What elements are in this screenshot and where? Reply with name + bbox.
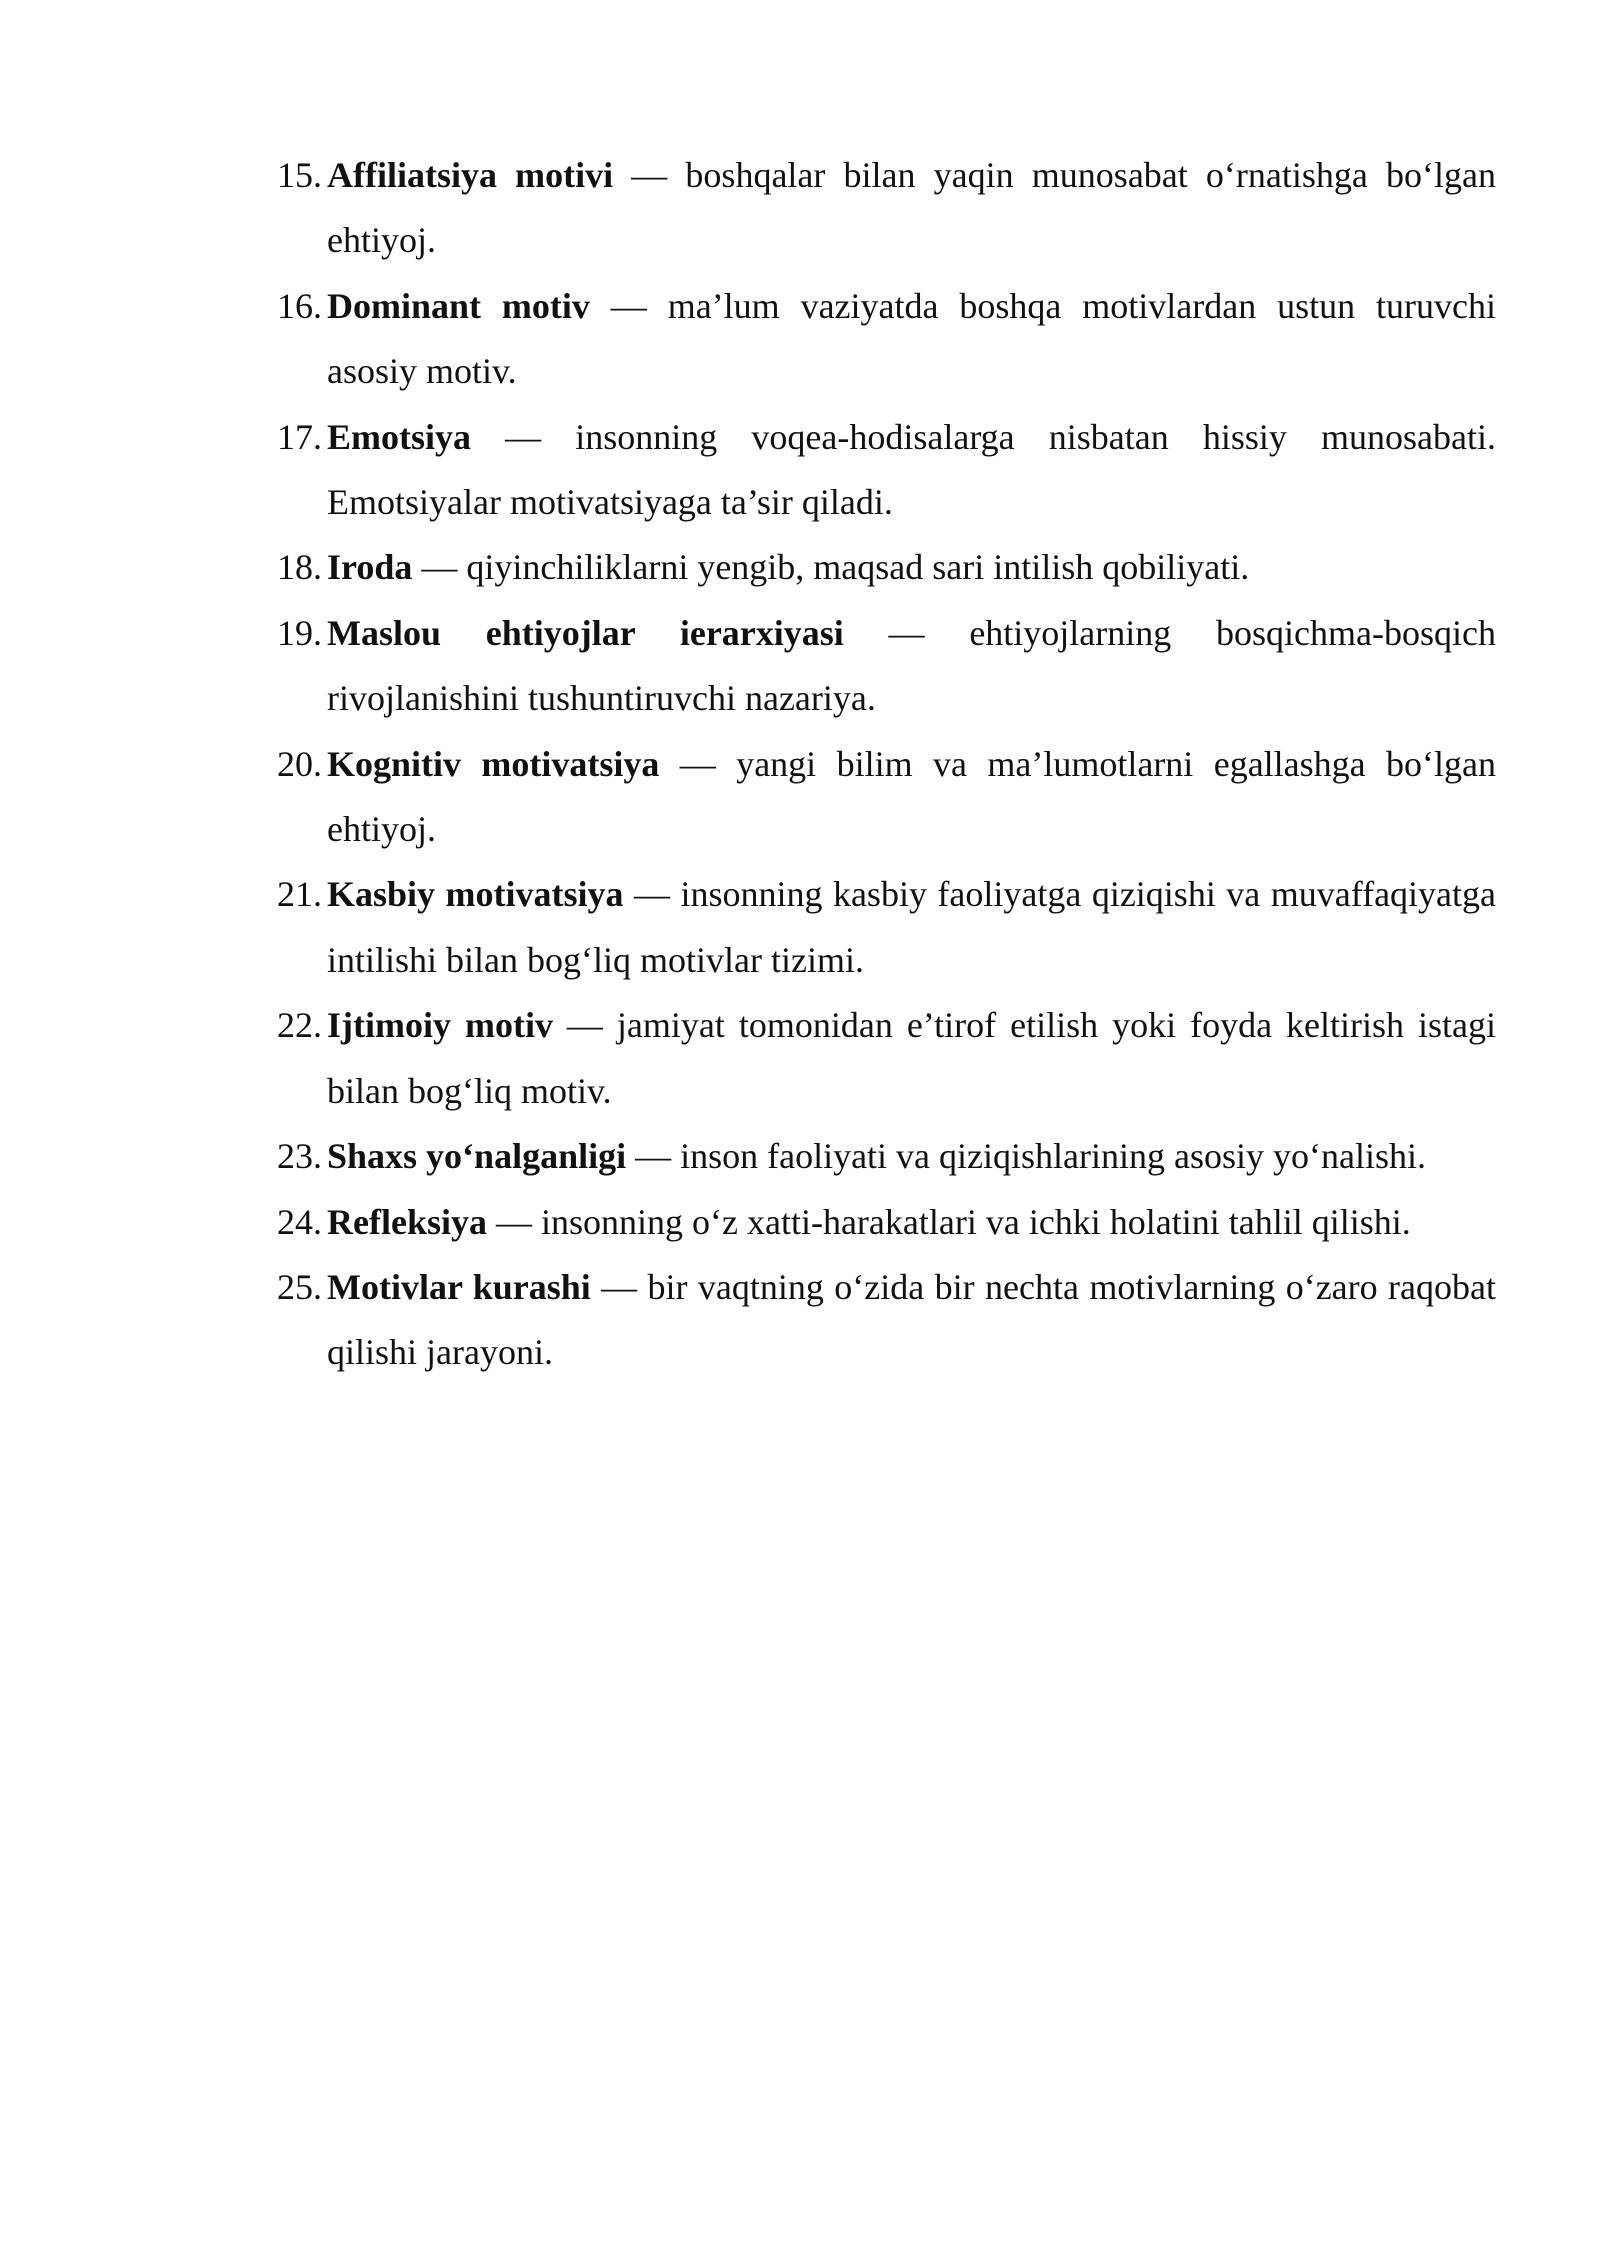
entry-number: 24. [277, 1201, 322, 1242]
glossary-entry [277, 1124, 1496, 1189]
entry-term: Iroda [327, 547, 413, 588]
entry-term: Ijtimoiy motiv [327, 1005, 553, 1046]
entry-number: 18. [277, 547, 322, 588]
glossary-entry [277, 601, 1496, 732]
glossary-entry [277, 1255, 1496, 1386]
entry-definition: — qiyinchiliklarni yengib, maqsad sari intilish qobiliyati. [412, 547, 1250, 588]
entry-term: Dominant motiv [327, 285, 590, 326]
glossary-entry [277, 993, 1496, 1124]
glossary-entry [277, 143, 1496, 274]
entry-term: Emotsiya [327, 416, 471, 457]
entry-definition: — boshqalar bilan yaqin munosabat o‘rnatishga bo‘lgan ehtiyoj. [327, 155, 1496, 261]
glossary-entry [277, 1190, 1496, 1255]
entry-definition: — jamiyat tomonidan e’tirof etilish yoki foyda keltirish istagi bilan bog‘liq motiv. [327, 1005, 1496, 1111]
glossary-list [277, 143, 1496, 1386]
entry-term: Kognitiv motivatsiya [327, 743, 660, 784]
entry-number: 23. [277, 1136, 322, 1177]
glossary-entry [277, 535, 1496, 600]
glossary-entry [277, 862, 1496, 993]
entry-number: 16. [277, 285, 322, 326]
glossary-entry [277, 405, 1496, 536]
entry-definition: — yangi bilim va ma’lumotlarni egallashga bo‘lgan ehtiyoj. [327, 743, 1497, 850]
entry-number: 25. [277, 1266, 322, 1307]
entry-term: Affiliatsiya motivi [327, 155, 614, 195]
entry-term: Refleksiya [327, 1201, 487, 1242]
entry-definition: — ehtiyojlarning bosqichma-bosqich rivojlanishini tushuntiruvchi nazariya. [327, 612, 1496, 719]
entry-definition: — insonning voqea-hodisalarga nisbatan hissiy munosabati. Emotsiyalar motivatsiyaga ta’sir qiladi. [327, 416, 1496, 523]
entry-definition: — inson faoliyati va qiziqishlarining asosiy yo‘nalishi. [626, 1136, 1426, 1177]
entry-number: 20. [277, 743, 322, 784]
entry-term: Shaxs yo‘nalganligi [327, 1136, 627, 1177]
entry-number: 22. [277, 1005, 322, 1046]
entry-definition: — insonning kasbiy faoliyatga qiziqishi va muvaffaqiyatga intilishi bilan bog‘liq motivlar tizimi. [327, 874, 1497, 980]
entry-term: Motivlar kurashi [327, 1266, 591, 1307]
entry-definition: — insonning o‘z xatti-harakatlari va ichki holatini tahlil qilishi. [486, 1201, 1411, 1242]
entry-number: 17. [277, 416, 322, 457]
entry-definition: — ma’lum vaziyatda boshqa motivlardan ustun turuvchi asosiy motiv. [327, 285, 1496, 392]
entry-definition: — bir vaqtning o‘zida bir nechta motivlarning o‘zaro raqobat qilishi jarayoni. [327, 1266, 1496, 1373]
glossary-entry [277, 274, 1496, 405]
entry-number: 21. [277, 874, 322, 915]
entry-number: 19. [277, 612, 322, 653]
glossary-entry [277, 732, 1496, 863]
entry-term: Kasbiy motivatsiya [327, 874, 624, 915]
entry-term: Maslou ehtiyojlar ierarxiyasi [327, 612, 844, 653]
entry-number: 15. [277, 155, 322, 195]
